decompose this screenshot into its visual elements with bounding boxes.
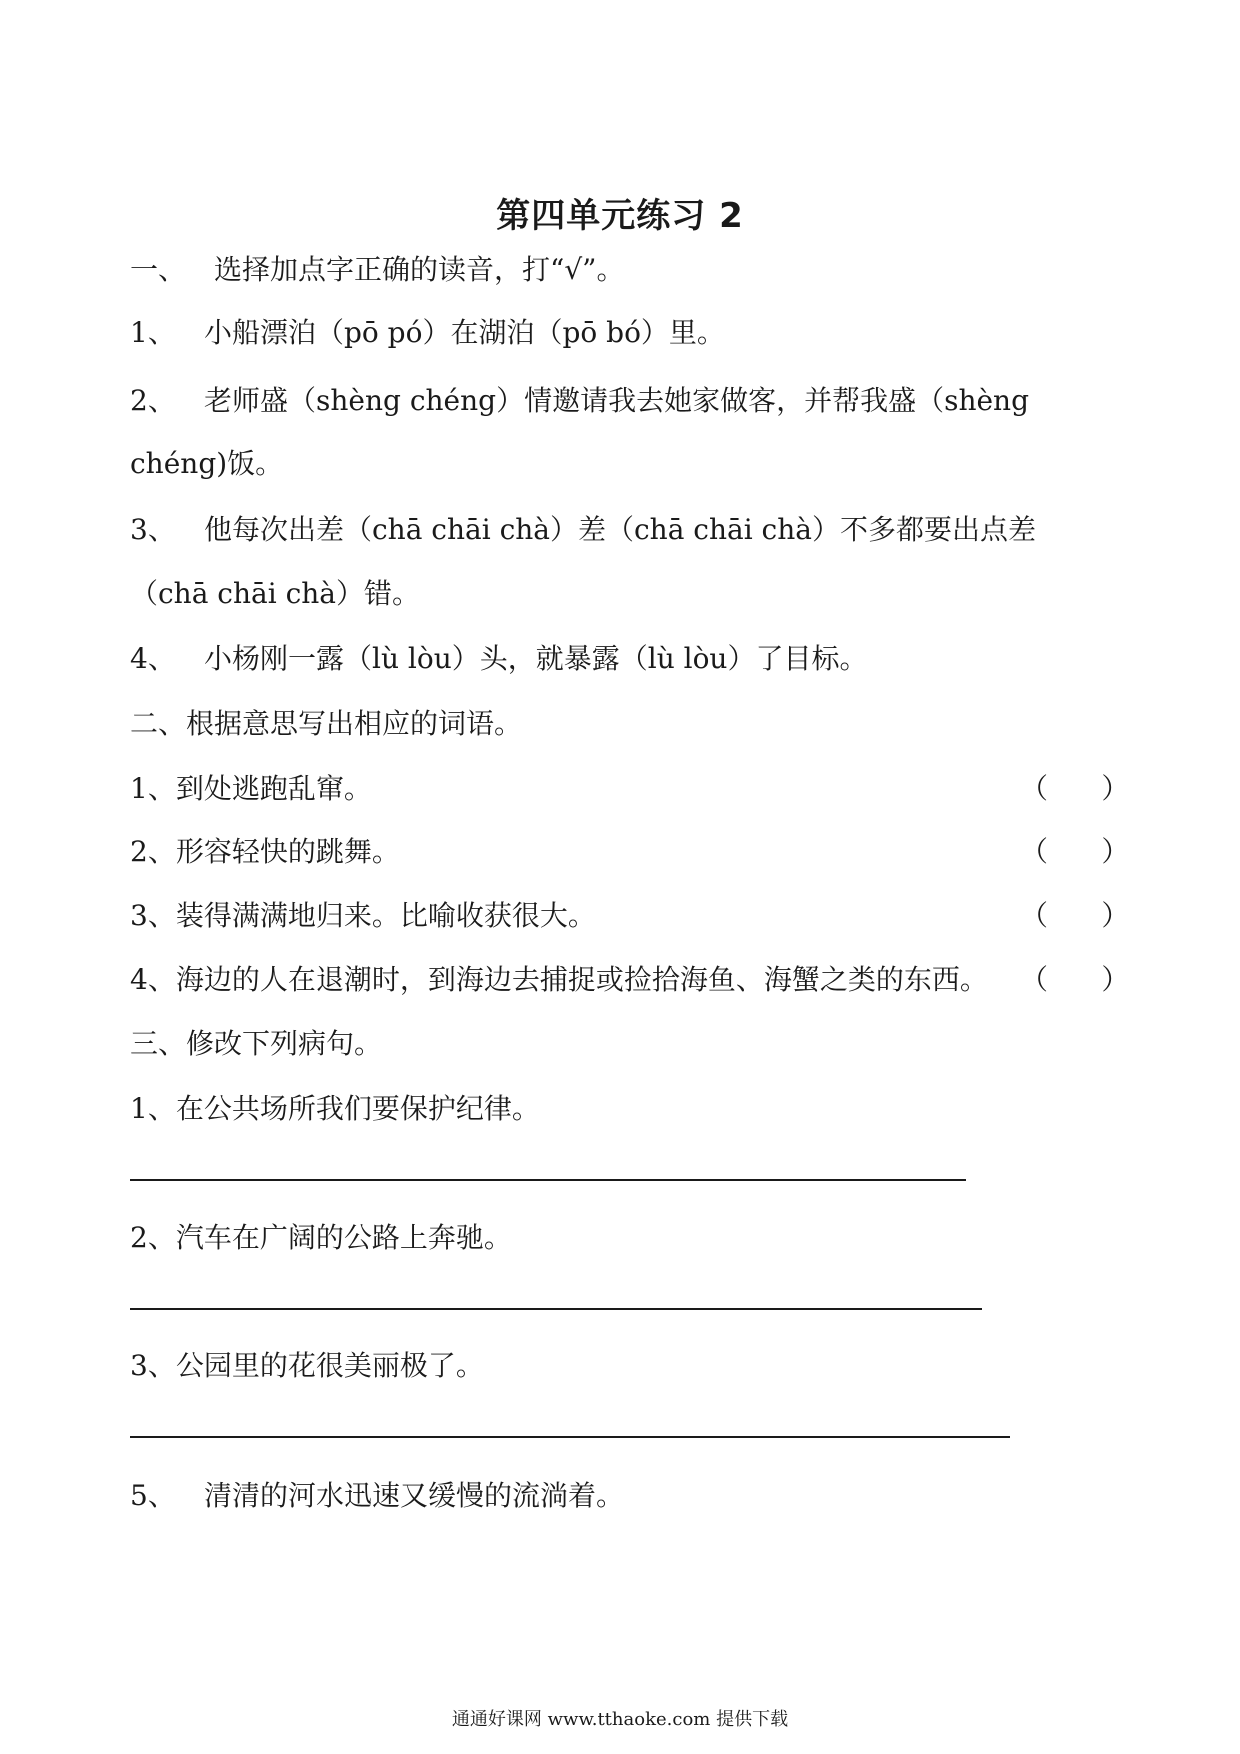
item-number: 2、 bbox=[130, 384, 176, 417]
answer-line[interactable] bbox=[130, 1308, 982, 1310]
question-2-1: 1、到处逃跑乱窜。 bbox=[130, 772, 372, 805]
item-text: 老师盛（shèng chéng）情邀请我去她家做客，并帮我盛（shèng bbox=[204, 384, 1030, 417]
answer-blank[interactable]: （ ） bbox=[1020, 899, 1130, 932]
answer-blank[interactable]: （ ） bbox=[1020, 772, 1130, 805]
item-text: 小船漂泊（pō pó）在湖泊（pō bó）里。 bbox=[204, 316, 725, 349]
question-2-2: 2、形容轻快的跳舞。 bbox=[130, 835, 400, 868]
question-2-3: 3、装得满满地归来。比喻收获很大。 bbox=[130, 899, 596, 932]
item-text: 小杨刚一露（lù lòu）头，就暴露（lù lòu）了目标。 bbox=[204, 642, 868, 675]
question-1-2 bbox=[130, 383, 1029, 419]
item-number: 3、 bbox=[130, 513, 176, 546]
question-3-5 bbox=[130, 1478, 624, 1514]
page-title: 第四单元练习 2 bbox=[496, 196, 744, 236]
section3-heading: 三、修改下列病句。 bbox=[130, 1027, 383, 1060]
question-3-1: 1、在公共场所我们要保护纪律。 bbox=[130, 1092, 540, 1125]
item-text: 他每次出差（chā chāi chà）差（chā chāi chà）不多都要出点差 bbox=[204, 513, 1036, 546]
section1-heading bbox=[130, 252, 624, 288]
item-number: 5、 bbox=[130, 1479, 176, 1512]
question-1-3-continuation: （chā chāi chà）错。 bbox=[130, 577, 420, 610]
section2-heading: 二、根据意思写出相应的词语。 bbox=[130, 707, 523, 740]
question-1-3 bbox=[130, 512, 1036, 548]
question-1-2-continuation: chéng)饭。 bbox=[130, 447, 284, 480]
question-3-2: 2、汽车在广阔的公路上奔驰。 bbox=[130, 1221, 512, 1254]
answer-blank[interactable]: （ ） bbox=[1020, 835, 1130, 868]
answer-blank[interactable]: （ ） bbox=[1020, 963, 1130, 996]
question-3-3: 3、公园里的花很美丽极了。 bbox=[130, 1349, 484, 1382]
answer-line[interactable] bbox=[130, 1179, 966, 1181]
question-1-4 bbox=[130, 641, 867, 677]
item-number: 1、 bbox=[130, 316, 176, 349]
section1-number: 一、 bbox=[130, 253, 187, 286]
footer-credit: 通通好课网 www.tthaoke.com 提供下载 bbox=[451, 1709, 789, 1730]
answer-line[interactable] bbox=[130, 1436, 1010, 1438]
question-1-1 bbox=[130, 315, 725, 351]
question-2-4: 4、海边的人在退潮时，到海边去捕捉或捡拾海鱼、海蟹之类的东西。 bbox=[130, 963, 988, 996]
section1-heading-text: 选择加点字正确的读音，打“√”。 bbox=[214, 253, 625, 286]
item-number: 4、 bbox=[130, 642, 176, 675]
item-text: 清清的河水迅速又缓慢的流淌着。 bbox=[204, 1479, 625, 1512]
